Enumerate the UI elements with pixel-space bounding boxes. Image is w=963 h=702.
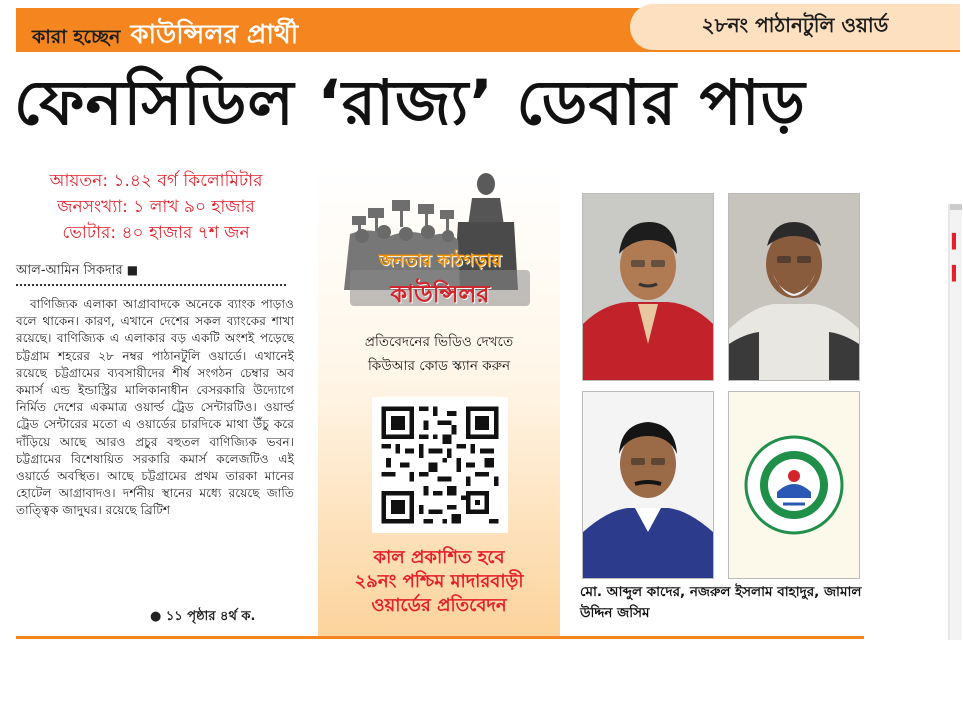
- continued-on: ● ১১ পৃষ্ঠার ৪র্থ ক.: [150, 609, 256, 624]
- edge-strip: [950, 204, 962, 210]
- ward-stats: [16, 168, 296, 246]
- logo-line-2: কাউন্সিলর: [390, 280, 490, 308]
- qr-code[interactable]: [372, 397, 508, 533]
- bottom-rule: [16, 636, 864, 639]
- next-report-line-2: ২৯নং পশ্চিম মাদারবাড়ী: [354, 571, 524, 592]
- byline-name: আল-আমিন সিকদার: [16, 263, 123, 278]
- next-report-line-3: ওয়ার্ডের প্রতিবেদন: [371, 595, 507, 616]
- candidate-photo-1: [582, 193, 714, 381]
- kicker-light: কাউন্সিলর প্রার্থী: [130, 20, 299, 50]
- ward-label: ২৮নং পাঠানটুলি ওয়ার্ড: [630, 4, 960, 50]
- qr-caption-line-1: প্রতিবেদনের ভিডিও দেখতে: [364, 334, 514, 350]
- edge-glyph-icon: ▍: [952, 234, 963, 250]
- logo-line-1: জনতার কাঠগড়ায়: [378, 251, 502, 271]
- stat-voters: ভোটার: ৪০ হাজার ৭শ জন: [62, 223, 250, 243]
- next-report-line-1: কাল প্রকাশিত হবে: [373, 547, 505, 568]
- portrait-icon: [583, 194, 713, 380]
- byline: [16, 261, 296, 282]
- candidate-photo-2: [728, 193, 860, 381]
- next-report-notice: [318, 546, 560, 618]
- edge-glyph-icon: ▍: [952, 266, 963, 282]
- photo-caption: মো. আব্দুল কাদের, নজরুল ইসলাম বাহাদুর, জামাল উদ্দিন জসিম: [580, 584, 862, 621]
- qr-code-icon: [372, 397, 508, 533]
- byline-square-icon: ■: [126, 263, 139, 277]
- city-corporation-logo-icon: [729, 392, 859, 578]
- byline-divider: [16, 284, 286, 286]
- portrait-icon: [583, 392, 713, 578]
- section-kicker: [32, 14, 298, 48]
- portrait-icon: [729, 194, 859, 380]
- series-logo: [340, 170, 540, 330]
- article-body: বাণিজ্যিক এলাকা আগ্রাবাদকে অনেকে ব্যাংক পাড়াও বলে থাকেন। কারণ, এখানে দেশের সকল ব্যাংকের শাখা রয়েছে। বাণিজ্যিক এ এলাকার বড় একটি অংশই পড়েছে চট্টগ্রাম শহরের ২৮ নম্বর পাঠানটুলি ওয়ার্ডে। এখানেই রয়েছে চট্টগ্রামের ব্যবসায়ীদের শীর্ষ সংগঠন চেম্বার অব কমার্স এন্ড ইন্ডাস্ট্রির মালিকানাধীন বেসরকারি উদ্যোগে নির্মিত দেশের একমাত্র ওয়ার্ল্ড ট্রেড সেন্টারটিও। ওয়ার্ল্ড ট্রেড সেন্টারের মতো এ ওয়ার্ডের চারদিকে মাথা উঁচু করে দাঁড়িয়ে আছে আরও প্রচুর বহুতল বাণিজ্যিক ভবন। চট্টগ্রামের বিশেষায়িত সরকারি কমার্স কলেজটিও এই ওয়ার্ডে অবস্থিত। আছে চট্টগ্রামের প্রথম তারকা মানের হোটেল আগ্রাবাদও। দর্শনীয় স্থানের মধ্যে রয়েছে জাতি তাত্ত্বিক জাদুঘর। রয়েছে ব্রিটিশ: [16, 297, 294, 518]
- headline: ফেনসিডিল ‘রাজ্য’ ডেবার পাড়: [14, 66, 806, 139]
- qr-caption: [318, 330, 560, 378]
- qr-caption-line-2: কিউআর কোড স্ক্যান করুন: [367, 358, 511, 374]
- city-corporation-seal: [728, 391, 860, 579]
- kicker-dark: কারা হচ্ছেন: [32, 26, 121, 48]
- adjacent-page-edge: [948, 204, 962, 640]
- stat-area: আয়তন: ১.৪২ বর্গ কিলোমিটার: [49, 171, 263, 191]
- candidate-photo-3: [582, 391, 714, 579]
- stat-population: জনসংখ্যা: ১ লাখ ৯০ হাজার: [57, 197, 255, 217]
